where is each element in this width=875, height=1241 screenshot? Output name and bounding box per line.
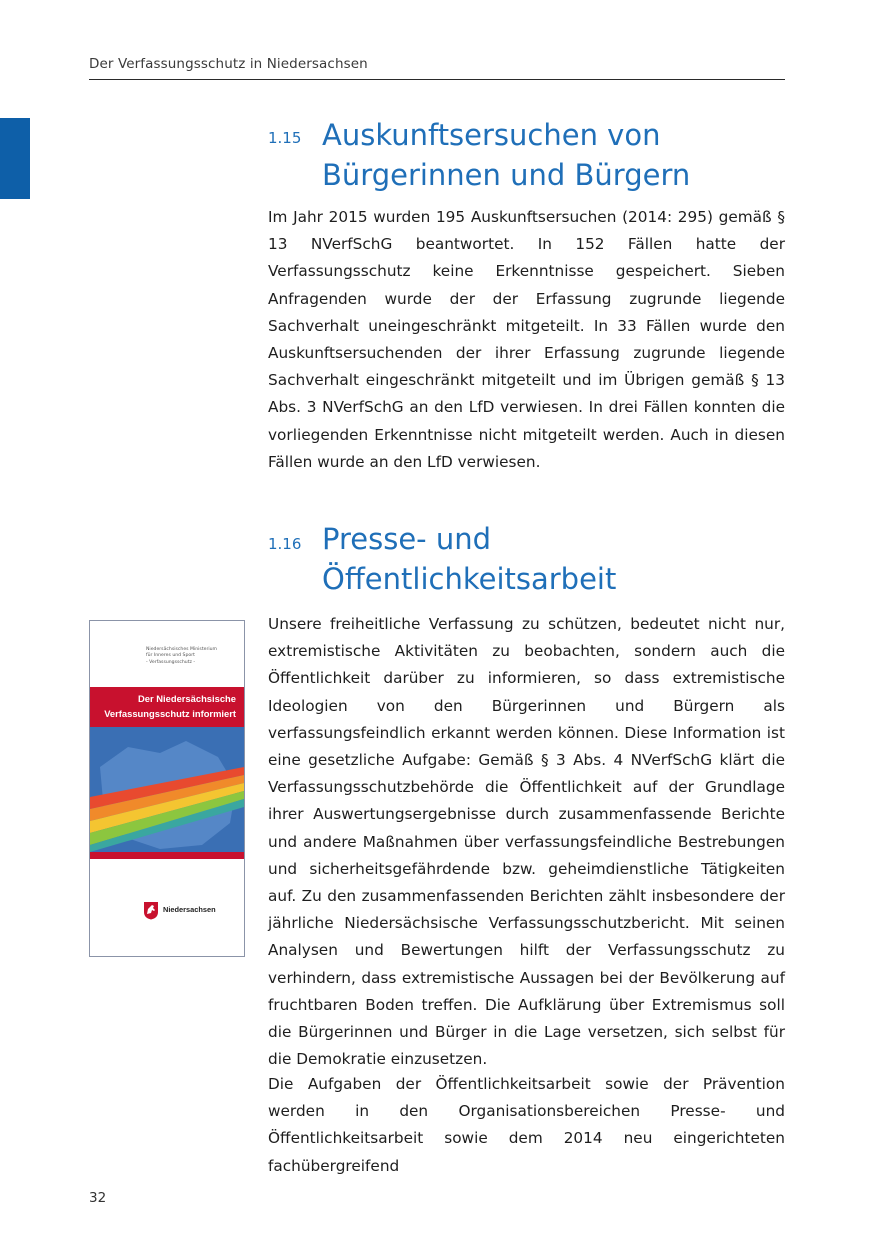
section-heading-1-16 [268,519,788,599]
brochure-title-line: Verfassungsschutz informiert [104,708,236,719]
section-title-line: Presse- und [322,522,492,556]
running-header: Der Verfassungsschutz in Niedersachsen [89,56,368,72]
brochure-title [104,691,236,721]
brochure-ministry-line: Niedersächsisches Ministerium [146,647,217,652]
brochure-title-line: Der Niedersächsische [138,693,236,704]
paragraph: Die Aufgaben der Öffentlichkeitsarbeit sowie der Prävention werden in den Organisationsbereichen Presse- und Öffentlichkeitsarbeit sowie dem 2014 neu eingerichteten fachübergreifend [268,1075,785,1175]
brochure-cover-image [89,620,245,957]
section-title [322,519,788,599]
paragraph: Im Jahr 2015 wurden 195 Auskunftsersuchen (2014: 295) gemäß § 13 NVerfSchG beantwortet. In 152 Fällen hatte der Verfassungsschutz keine Erkenntnisse gespeichert. Sieben Anfragenden wurde der der Erfassung zugrunde liegende Sachverhalt uneingeschränkt mitgeteilt. In 33 Fällen wurde den Auskunftsersuchenden der ihrer Erfassung zugrunde liegende Sachverhalt eingeschränkt mitgeteilt und im Übrigen gemäß § 13 Abs. 3 NVerfSchG an den LfD verwiesen. In drei Fällen konnten die vorliegenden Erkenntnisse nicht mitgeteilt werden. Auch in diesen Fällen wurde an den LfD verwiesen. [268,208,785,471]
brochure-logo-text: Niedersachsen [163,905,216,914]
chapter-side-tab [0,118,30,199]
paragraph: Unsere freiheitliche Verfassung zu schützen, bedeutet nicht nur, extremistische Aktivitäten zu beobachten, sondern auch die Öffentlichkeit darüber zu informieren, so dass extremistische Ideologien von den Bürgerinnen und Bürgern als verfassungsfeindlich erkannt werden können. Diese Information ist eine gesetzliche Aufgabe: Gemäß § 3 Abs. 4 NVerfSchG klärt die Verfassungsschutzbehörde die Öffentlichkeit auf der Grundlage ihrer Auswertungsergebnisse durch zusammenfassende Berichte und andere Maßnahmen über verfassungsfeindliche Bestrebungen und sicherheitsgefährdende bzw. geheimdienstliche Tätigkeiten auf. Zu den zusammenfassenden Berichten zählt insbesondere der jährliche Niedersächsische Verfassungsschutzbericht. Mit seinen Analysen und Bewertungen hilft der Verfassungsschutz zu verhindern, dass extremistische Aussagen bei der Bevölkerung auf fruchtbaren Boden treffen. Die Aufklärung über Extremismus soll die Bürgerinnen und Bürger in die Lage versetzen, sich selbst für die Demokratie einzusetzen. [268,615,785,1069]
section-title-line: Auskunftsersuchen von [322,118,661,152]
section-title-line: Bürgerinnen und Bürgern [322,158,691,192]
section-title-line: Öffentlichkeitsarbeit [322,562,617,596]
header-rule [89,79,785,80]
section-heading-1-15 [268,115,788,195]
brochure-map-graphic [90,727,244,852]
brochure-ministry-line: - Verfassungsschutz - [146,659,196,665]
page-number: 32 [89,1190,107,1206]
brochure-title-band [90,687,244,727]
section-number: 1.15 [268,129,302,147]
section-number: 1.16 [268,535,302,553]
section-title [322,115,788,195]
brochure-ministry-text [146,647,238,666]
brochure-bottom-band [90,852,244,859]
brochure-ministry-line: für Inneres und Sport [146,653,195,659]
niedersachsen-horse-logo-icon [143,901,159,920]
